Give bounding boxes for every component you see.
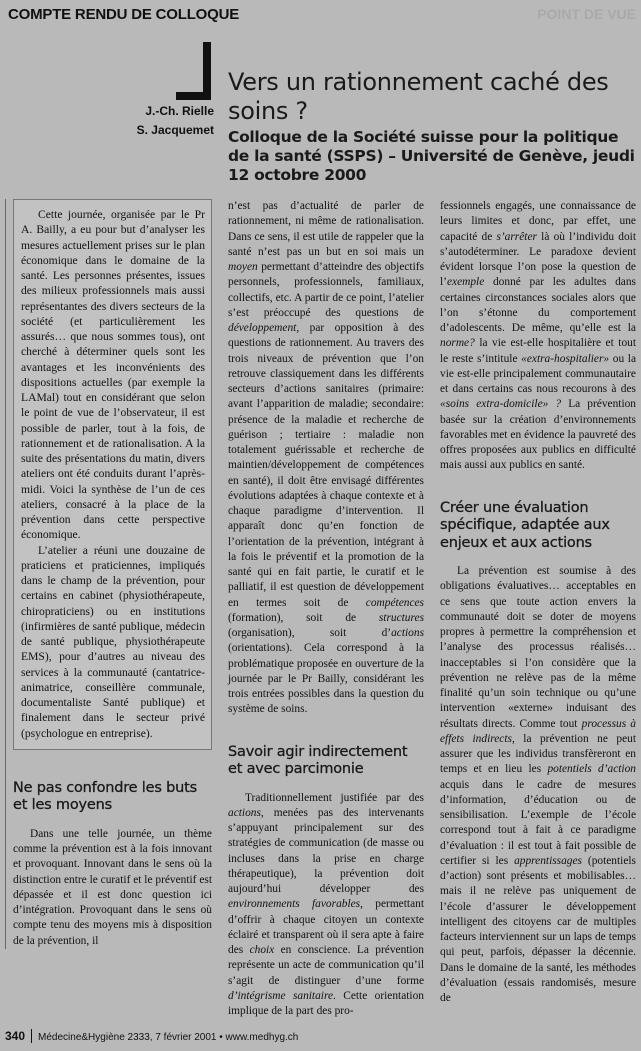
page-footer bbox=[5, 1029, 636, 1043]
text: La prévention est soumise à des obligations évaluatives… acceptables en ce sens que toute action envers la communauté doit se doter de moyens propres à permettre la compréhension et l’analyse des processus réalisés… inacceptables si l’on considère que la prévention ne relève pas de la même finalité qu’un soin technique ou qu’une intervention «externe» induisant des résultats directs. Comme tout bbox=[440, 565, 636, 730]
paragraph bbox=[21, 207, 205, 543]
italic-text: apprentissages bbox=[514, 854, 582, 867]
author: S. Jacquemet bbox=[136, 123, 214, 137]
italic-text: d’intégrisme sanitaire bbox=[228, 989, 334, 1002]
text: (organisation), soit d’ bbox=[228, 627, 392, 639]
italic-text: actions bbox=[228, 806, 261, 819]
text: la vie est-elle hospitalière et tout le reste s’intitule bbox=[440, 337, 636, 365]
text: ou la vie est-elle principalement communautaire et dans certains cas nous recourons à des bbox=[440, 352, 637, 395]
section-text bbox=[228, 791, 424, 1020]
italic-text: processus à effets indirects bbox=[440, 717, 636, 745]
decorative-bracket-horizontal bbox=[176, 92, 211, 100]
italic-text: structures bbox=[378, 611, 424, 624]
section-text bbox=[440, 564, 636, 1006]
italic-text: moyen bbox=[228, 261, 258, 273]
paragraph bbox=[21, 543, 205, 741]
paragraph bbox=[440, 199, 636, 474]
italic-text: compétences bbox=[365, 596, 424, 609]
text: Cette journée, organisée par le Pr A. Bailly, a eu pour but d’analyser les mesures actuellement prises sur le plan économique dans le domaine de la santé. Les personnes présentes, issues des milieux professionnels mais aussi représentantes des divers secteurs de la société (et particulièrement les assurés… que nous sommes tous), ont cherché à déterminer quels sont les avantages et les inconvénients des dispositions actuelles (par exemple la LAMal) tout en considérant que selon le point de vue de l’observateur, il est possible de parler, tout à la fois, de rationnement et de rationalisation. A la suite des présentations du matin, divers ateliers ont été conduits durant l’après-midi. Voici la synthèse de l’un de ces ateliers, consacré à la place de la prévention dans cette perspective économique. bbox=[21, 208, 205, 542]
italic-text: développement bbox=[228, 322, 297, 334]
section-rubric: COMPTE RENDU DE COLLOQUE bbox=[8, 6, 240, 23]
paragraph bbox=[228, 199, 424, 718]
byline-area bbox=[5, 42, 215, 152]
section-heading: Ne pas confondre les buts et les moyens bbox=[13, 779, 197, 814]
section-text bbox=[13, 827, 212, 949]
text: L’atelier a réuni une douzaine de praticiens et praticiennes, impliqués dans le champ de la prévention, pour certains en cabinet (physiothérapeute, chiropraticiens) ou en institutions (infirmières de santé publique, médecin de santé publique, physiothérapeute EMS), pour d’autres au niveau des services à la communauté (cantatrice-animatrice, conseillère communale, documentaliste Santé publique) et finalement dans le secteur privé (psychologue en entreprise). bbox=[21, 543, 205, 740]
italic-text: environnements favorables bbox=[228, 898, 361, 911]
section-text bbox=[228, 199, 424, 718]
columns bbox=[5, 199, 636, 1019]
text: . Cette orientation implique de la part des pro- bbox=[228, 989, 424, 1017]
article-header bbox=[5, 42, 636, 185]
text: donné par les adultes dans certaines circonstances sociales alors que l’on s’étonne du comportement d’adolescents. De même, qu’elle est la bbox=[440, 276, 636, 334]
title-area bbox=[215, 42, 636, 185]
text: fessionnels engagés, une connaissance de leurs limites et donc, par effet, une capacité de bbox=[440, 200, 636, 243]
text: (formation), soit de bbox=[228, 611, 379, 624]
text: permettant d’atteindre des objectifs personnels, professionnels, familiaux, collectifs, etc. A partir de ce point, l’atelier s’est préoccupé des questions de bbox=[228, 261, 424, 319]
text: n’est pas d’actualité de parler de rationnement, ni même de rationalisation. Dans ce sens, il est utile de rappeler que la santé n’est pas un but en soi mais un bbox=[228, 200, 424, 258]
text: (orientations). Cela correspond à la problématique proposée en ouverture de la journée par le Pr Bailly, considérant les trois entrées possibles dans la question du système de soins. bbox=[228, 642, 424, 716]
top-bar bbox=[5, 6, 636, 30]
journal-citation: Médecine&Hygiène 2333, 7 février 2001 • www.medhyg.ch bbox=[38, 1032, 299, 1044]
italic-text: exemple bbox=[446, 276, 485, 289]
text: , par opposition à des questions de rationnement. Au travers des trois niveaux de prévention que l’on retrouve classiquement dans les différents secteurs d’actions sanitaires (primaire: avant l’apparition de maladie; secondaire: présence de la maladie et recherche de guérison ; tertiaire : maladie non totalement guérissable et recherche de maintien/développement de compétences en santé), il doit être envisagé différentes évolutions adaptées à chaque contexte et à chaque paradigme d’intervention. Il apparaît donc qu’en fonction de l’orientation de la prévention, intégrant à la fois le préventif et la promotion de la santé qui en fait partie, le curatif et le palliatif, il est question de développement en termes soit de bbox=[228, 322, 424, 609]
paragraph bbox=[13, 827, 212, 949]
italic-text: s’arrêter bbox=[496, 230, 537, 243]
text: là où l’individu doit s’autodéterminer. Le paradoxe devient évident lorsque l’on pose la question de l’ bbox=[440, 230, 636, 289]
text: (potentiels d’action) sont présents et mobilisables… mais il ne relève pas uniquement de l’école d’assurer le développement intelligent des citoyens car de multiples facteurs interviennent sur un laps de temps qui peut, parfois, dépasser la décennie. Dans le domaine de la santé, les méthodes d’évaluation (essais randomisés, mesure de bbox=[440, 854, 636, 1004]
text: acquis dans le cadre de mesures d’information, d’éducation ou de sensibilisation. L’exemple de l’école correspond tout à fait à ce paradigme d’évaluation : il est tout à fait possible de certifier si les bbox=[440, 778, 636, 867]
author: J.-Ch. Rielle bbox=[145, 104, 214, 118]
italic-text: actions bbox=[391, 627, 424, 639]
article-subtitle: Colloque de la Société suisse pour la politique de la santé (SSPS) – Université de Genève, jeudi 12 octobre 2000 bbox=[228, 128, 635, 184]
section-text bbox=[440, 199, 636, 474]
column-2 bbox=[228, 199, 424, 1019]
italic-text: «extra-hospitalier» bbox=[521, 352, 610, 365]
text: en conscience. La prévention représente un acte de communication qu’il s’agit de distinguer d’une forme bbox=[228, 944, 424, 987]
page-number: 340 bbox=[5, 1029, 32, 1043]
intro-text bbox=[21, 207, 205, 741]
text: , menées pas des intervenants s’appuyant principalement sur des stratégies de communication (de masse ou incluses dans la prise en charge thérapeutique), la prévention doit aujourd’hui développer des bbox=[228, 806, 424, 895]
text: La prévention basée sur la création d’environnements favorables met en évidence la pauvreté des offres proposées aux publics en difficulté mais aussi aux publics en santé. bbox=[440, 398, 637, 472]
text: , la prévention ne peut assurer que les individus transfèreront en temps et en lieu les bbox=[440, 732, 636, 776]
intro-box bbox=[13, 199, 212, 750]
italic-text: norme? bbox=[440, 337, 475, 350]
column-1 bbox=[5, 199, 212, 949]
bleed-through-rubric: POINT DE VUE bbox=[537, 6, 636, 22]
italic-text: potentiels d’action bbox=[547, 763, 636, 776]
article-title: Vers un rationnement caché des soins ? bbox=[228, 68, 609, 125]
text: Traditionnellement justifiée par des bbox=[245, 791, 424, 804]
section-heading: Savoir agir indirectement et avec parcimonie bbox=[228, 743, 408, 777]
paragraph bbox=[228, 791, 424, 1020]
text: Dans une telle journée, un thème comme la prévention est à la fois innovant et provoquant. Innovant dans le sens où la distinction entre le curatif et le préventif est dépassée et il est donc question ici d’intégration. Provoquant dans le sens où compte tenu des moyens mis à disposition de la prévention, il bbox=[13, 827, 212, 947]
italic-text: choix bbox=[249, 944, 275, 956]
italic-text: «soins extra-domicile» ? bbox=[440, 398, 562, 411]
text: , permettant d’offrir à chaque citoyen un contexte éclairé et transparent où il sera apte à faire des bbox=[228, 898, 424, 956]
paragraph bbox=[440, 564, 636, 1006]
authors bbox=[65, 102, 214, 140]
column-3 bbox=[440, 199, 636, 1006]
section-heading: Créer une évaluation spécifique, adaptée aux enjeux et aux actions bbox=[440, 499, 610, 551]
